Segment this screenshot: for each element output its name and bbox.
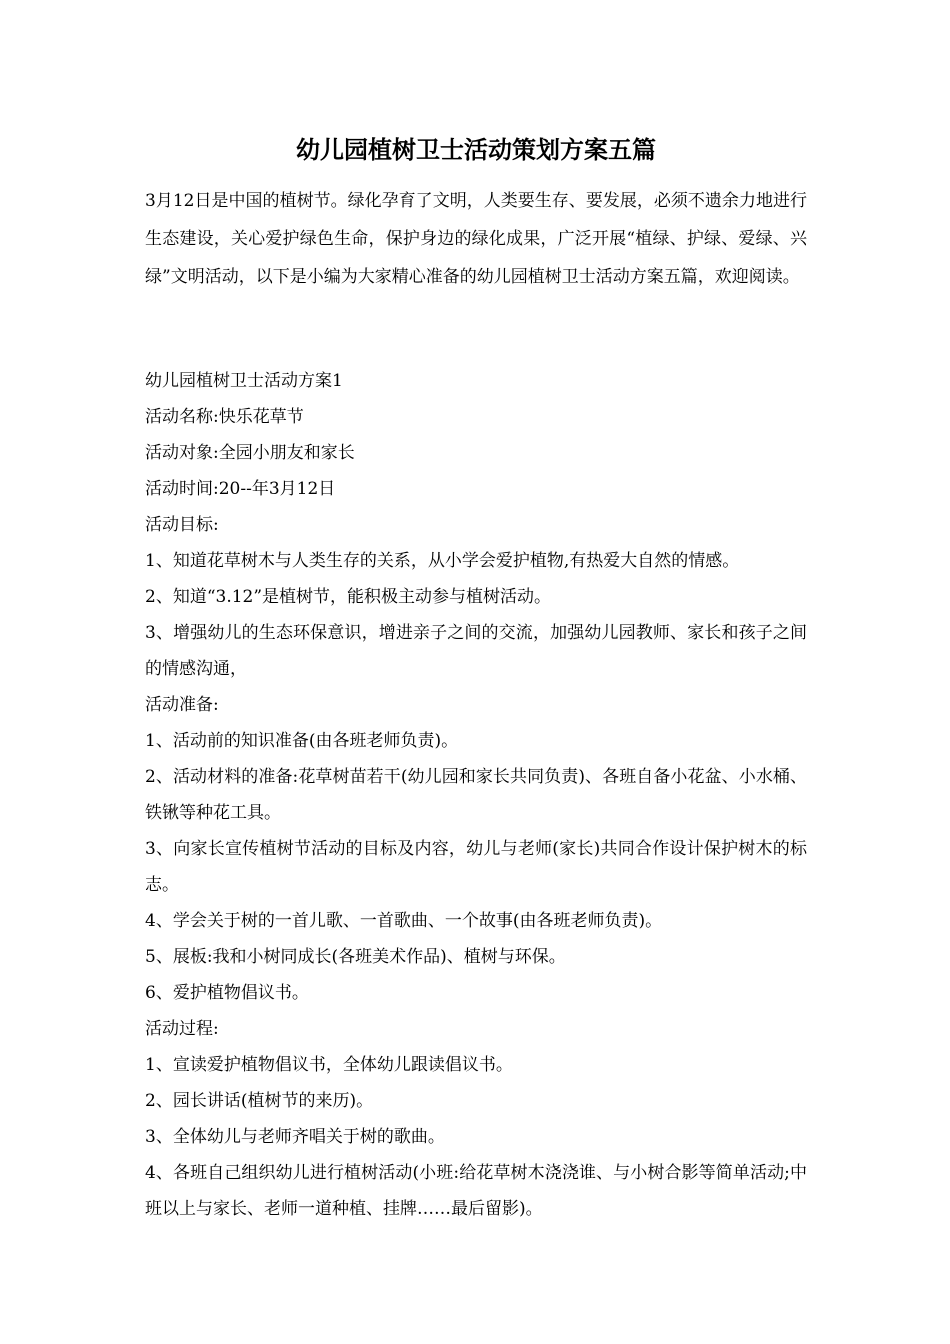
preparation-item-5: 5、展板:我和小树同成长(各班美术作品)、植树与环保。 [145,947,566,967]
plan-content [145,363,807,1227]
activity-target: 活动对象:全园小朋友和家长 [145,443,355,463]
preparation-item-2: 2、活动材料的准备:花草树苗若干(幼儿园和家长共同负责)、各班自备小花盆、小水桶、铁锹等种花工具。 [145,767,807,823]
intro-paragraph: 3月12日是中国的植树节。绿化孕育了文明，人类要生存、要发展，必须不遗余力地进行生态建设，关心爱护绿色生命，保护身边的绿化成果，广泛开展“植绿、护绿、爱绿、兴绿”文明活动，以下是小编为大家精心准备的幼儿园植树卫士活动方案五篇，欢迎阅读。 [145,191,807,287]
activity-name: 活动名称:快乐花草节 [145,407,304,427]
process-heading: 活动过程: [145,1019,219,1039]
activity-time: 活动时间:20--年3月12日 [145,479,336,499]
preparation-item-1: 1、活动前的知识准备(由各班老师负责)。 [145,731,459,751]
process-item-4: 4、各班自己组织幼儿进行植树活动(小班:给花草树木浇浇谁、与小树合影等简单活动;中班以上与家长、老师一道种植、挂牌……最后留影)。 [145,1163,807,1219]
goal-item-1: 1、知道花草树木与人类生存的关系，从小学会爱护植物,有热爱大自然的情感。 [145,551,740,571]
goal-item-2: 2、知道“3.12”是植树节，能积极主动参与植树活动。 [145,587,552,607]
section-heading-plan-1: 幼儿园植树卫士活动方案1 [145,371,343,391]
document-title: 幼儿园植树卫士活动策划方案五篇 [296,135,656,164]
process-item-3: 3、全体幼儿与老师齐唱关于树的歌曲。 [145,1127,445,1147]
process-item-1: 1、宣读爱护植物倡议书，全体幼儿跟读倡议书。 [145,1055,513,1075]
preparation-heading: 活动准备: [145,695,219,715]
preparation-item-3: 3、向家长宣传植树节活动的目标及内容，幼儿与老师(家长)共同合作设计保护树木的标志。 [145,839,807,895]
process-item-2: 2、园长讲话(植树节的来历)。 [145,1091,374,1111]
preparation-item-6: 6、爱护植物倡议书。 [145,983,309,1003]
goals-heading: 活动目标: [145,515,219,535]
preparation-item-4: 4、学会关于树的一首儿歌、一首歌曲、一个故事(由各班老师负责)。 [145,911,663,931]
goal-item-3: 3、增强幼儿的生态环保意识，增进亲子之间的交流，加强幼儿园教师、家长和孩子之间的情感沟通， [145,623,807,679]
